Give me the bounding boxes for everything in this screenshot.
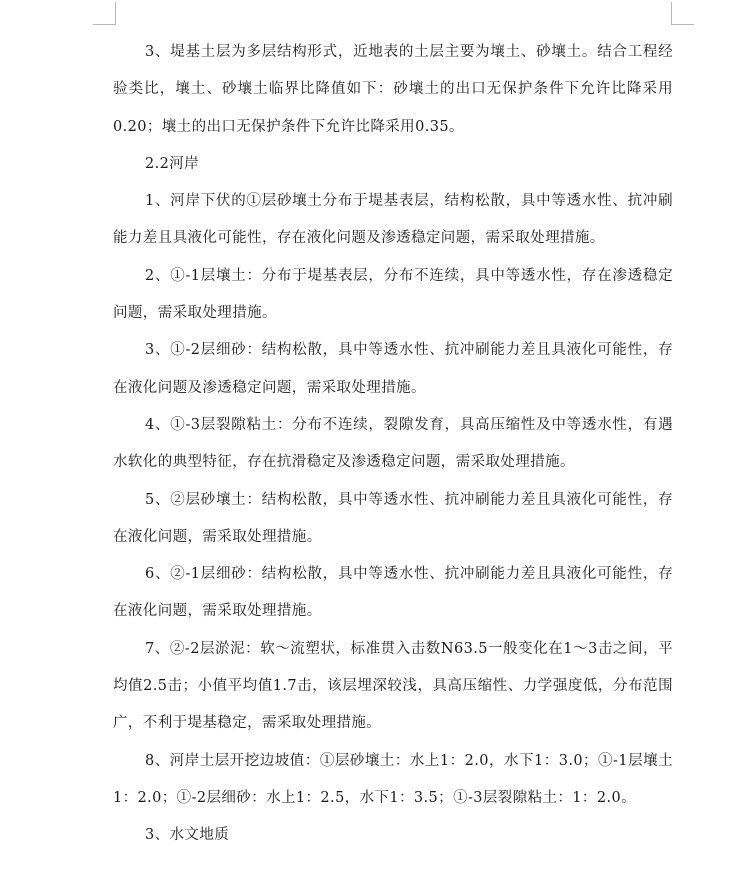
section-heading-hydrogeology: 3、水文地质 [145, 827, 230, 844]
paragraph-item-7: 7、②-2层淤泥：软～流塑状，标准贯入击数N63.5一般变化在1～3击之间，平均值2.5击；小值平均值1.7击，该层埋深较浅，具高压缩性、力学强度低，分布范围广，不利于堤基稳定，需采取处理措施。 [113, 640, 673, 732]
paragraph-item-2: 2、①-1层壤土：分布于堤基表层，分布不连续，具中等透水性，存在渗透稳定问题，需采取处理措施。 [113, 267, 673, 322]
paragraph-item-4: 4、①-3层裂隙粘土：分布不连续，裂隙发育，具高压缩性及中等透水性，有遇水软化的典型特征，存在抗滑稳定及渗透稳定问题，需采取处理措施。 [113, 416, 673, 471]
section-heading-riverbank: 2.2河岸 [145, 155, 200, 172]
paragraph-item-5: 5、②层砂壤土：结构松散，具中等透水性、抗冲刷能力差且具液化可能性，存在液化问题，需采取处理措施。 [113, 491, 673, 545]
paragraph-item-8: 8、河岸土层开挖边坡值：①层砂壤土：水上1：2.0，水下1：3.0；①-1层壤土1：2.0；①-2层细砂：水上1：2.5，水下1：3.5；①-3层裂隙粘土：1：2.0。 [113, 752, 673, 806]
paragraph-item-1: 1、河岸下伏的①层砂壤土分布于堤基表层，结构松散，具中等透水性、抗冲刷能力差且具液化可能性，存在液化问题及渗透稳定问题，需采取处理措施。 [113, 193, 673, 247]
paragraph-embankment-soil-gradient: 3、堤基土层为多层结构形式，近地表的土层主要为壤土、砂壤土。结合工程经验类比，壤土、砂壤土临界比降值如下：砂壤土的出口无保护条件下允许比降采用0.20；壤土的出口无保护条件下允许比降采用0.35。 [113, 44, 673, 135]
page-corner-mark-top-left [93, 2, 116, 25]
document-page [113, 34, 673, 855]
paragraph-item-6: 6、②-1层细砂：结构松散，具中等透水性、抗冲刷能力差且具液化可能性，存在液化问题，需采取处理措施。 [113, 566, 673, 620]
paragraph-item-3: 3、①-2层细砂：结构松散，具中等透水性、抗冲刷能力差且具液化可能性，存在液化问题及渗透稳定问题，需采取处理措施。 [113, 342, 673, 396]
page-corner-mark-top-right [671, 2, 694, 25]
